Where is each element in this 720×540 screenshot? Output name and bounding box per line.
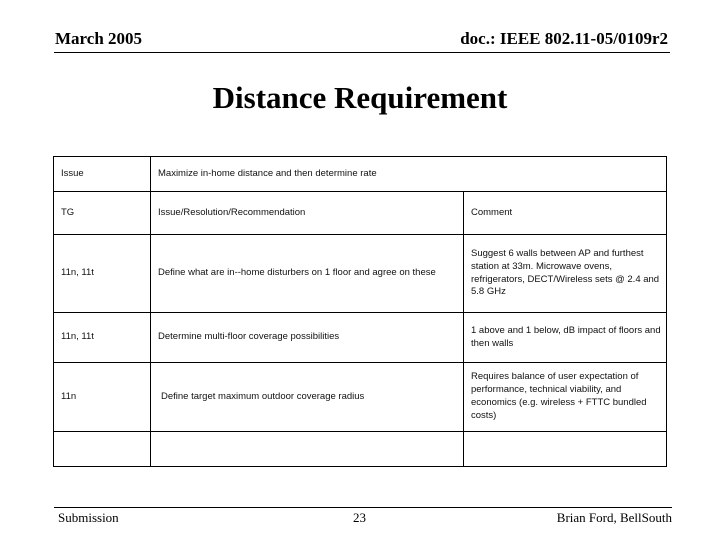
row-comment: Requires balance of user expectation of performance, technical viability, and economics (e.g. wireless + FTTC bundled costs): [464, 363, 667, 432]
row-tg: 11n, 11t: [54, 235, 151, 313]
row-resolution: [151, 432, 464, 467]
row-tg: 11n: [54, 363, 151, 432]
row-comment: [464, 432, 667, 467]
issue-row: [54, 157, 667, 192]
issue-value: Maximize in-home distance and then determine rate: [151, 157, 667, 192]
row-resolution-text: Define target maximum outdoor coverage radius: [161, 390, 365, 402]
row-tg: [54, 432, 151, 467]
row-resolution: Determine multi-floor coverage possibilities: [151, 313, 464, 363]
table-row: [54, 313, 667, 363]
column-header-tg: TG: [54, 192, 151, 235]
header-date: March 2005: [55, 29, 143, 48]
page-number: 23: [353, 510, 366, 525]
row-resolution: [151, 363, 464, 432]
row-comment: Suggest 6 walls between AP and furthest station at 33m. Microwave ovens, refrigerators, DECT/Wireless sets @ 2.4 and 5.8 GHz: [464, 235, 667, 313]
column-header-comment: Comment: [464, 192, 667, 235]
header-doc-id: doc.: IEEE 802.11-05/0109r2: [460, 29, 668, 48]
header-rule: [54, 52, 670, 53]
footer-author: Brian Ford, BellSouth: [556, 510, 672, 525]
slide-title: Distance Requirement: [212, 80, 508, 115]
requirements-table: [53, 156, 667, 467]
row-tg: 11n, 11t: [54, 313, 151, 363]
table-row: [54, 363, 667, 432]
table-row-empty: [54, 432, 667, 467]
row-resolution: Define what are in--home disturbers on 1 floor and agree on these: [151, 235, 464, 313]
table-header-row: [54, 192, 667, 235]
footer-submission: Submission: [58, 510, 119, 525]
row-comment: 1 above and 1 below, dB impact of floors and then walls: [464, 313, 667, 363]
issue-label: Issue: [54, 157, 151, 192]
column-header-resolution: Issue/Resolution/Recommendation: [151, 192, 464, 235]
table-row: [54, 235, 667, 313]
footer-rule: [54, 507, 672, 508]
